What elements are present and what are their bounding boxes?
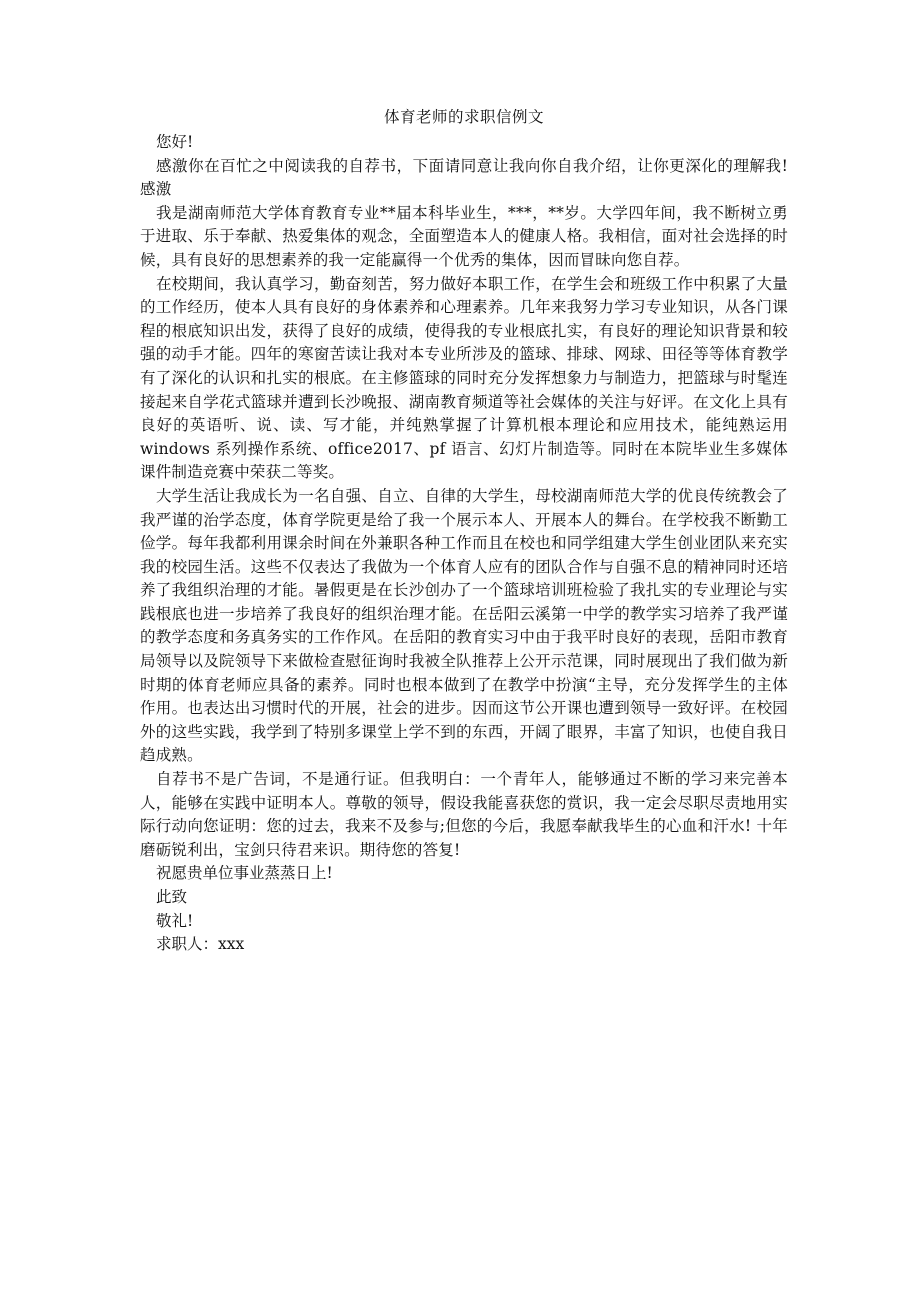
closing-salutation-2: 敬礼! [156, 911, 194, 930]
signature: 求职人：xxx [156, 935, 245, 954]
closing-wish: 祝愿贵单位事业蒸蒸日上! [156, 864, 333, 883]
greeting: 您好! [156, 133, 194, 151]
paragraph-university-life: 大学生活让我成长为一名自强、自立、自律的大学生，母校湖南师范大学的优良传统教会了我严谨的治学态度，体育学院更是给了我一个展示本人、开展本人的舞台。在学校我不断勤工俭学。每年我都利用课余时间在外兼职各种工作而且在校也和同学组建大学生创业团队来充实我的校园生活。这些不仅表达了我做为一个体育人应有的团队合作与自强不息的精神同时还培养了我组织治理的才能。暑假更是在长沙创办了一个篮球培训班检验了我扎实的专业理论与实践根底也进一步培养了我良好的组织治理才能。在岳阳云溪第一中学的教学实习培养了我严谨的教学态度和务真务实的工作作风。在岳阳的教育实习中由于我平时良好的表现，岳阳市教育局领导以及院领导下来做检查慰征询时我被全队推荐上公开示范课，同时展现出了我们做为新时期的体育老师应具备的素养。同时也根本做到了在教学中扮演“主导，充分发挥学生的主体作用。也表达出习惯时代的开展，社会的进步。因而这节公开课也遭到领导一致好评。在校园外的这些实践，我学到了特别多课堂上学不到的东西，开阔了眼界，丰富了知识，也使自我日趋成熟。 [140, 486, 788, 765]
document-page [140, 106, 788, 957]
paragraph-intro: 感激你在百忙之中阅读我的自荐书，下面请同意让我向你自我介绍，让你更深化的理解我! 感激 [140, 156, 788, 199]
closing-salutation-1: 此致 [156, 888, 188, 906]
paragraph-conclusion: 自荐书不是广告词，不是通行证。但我明白：一个青年人，能够通过不断的学习来完善本人，能够在实践中证明本人。尊敬的领导，假设我能喜获您的赏识，我一定会尽职尽责地用实际行动向您证明：您的过去，我来不及参与;但您的今后，我愿奉献我毕生的心血和汗水! 十年磨砺锐利出，宝剑只待君来识。期待您的答复! [140, 770, 788, 859]
paragraph-school-period: 在校期间，我认真学习，勤奋刻苦，努力做好本职工作，在学生会和班级工作中积累了大量的工作经历，使本人具有良好的身体素养和心理素养。几年来我努力学习专业知识，从各门课程的根底知识出发，获得了良好的成绩，使得我的专业根底扎实，有良好的理论知识背景和较强的动手才能。四年的寒窗苦读让我对本专业所涉及的篮球、排球、网球、田径等等体育教学有了深化的认识和扎实的根底。在主修篮球的同时充分发挥想象力与制造力，把篮球与时髦连接起来自学花式篮球并遭到长沙晚报、湖南教育频道等社会媒体的关注与好评。在文化上具有良好的英语听、说、读、写才能，并纯熟掌握了计算机根本理论和应用技术，能纯熟运用 windows 系列操作系统、office2017、pf 语言、幻灯片制造等。同时在本院毕业生多媒体课件制造竞赛中荣获二等奖。 [140, 274, 788, 482]
document-title: 体育老师的求职信例文 [383, 108, 544, 126]
paragraph-background: 我是湖南师范大学体育教育专业**届本科毕业生，***，**岁。大学四年间，我不断树立勇于进取、乐于奉献、热爱集体的观念，全面塑造本人的健康人格。我相信，面对社会选择的时候，具有良好的思想素养的我一定能赢得一个优秀的集体，因而冒昧向您自荐。 [140, 203, 788, 269]
